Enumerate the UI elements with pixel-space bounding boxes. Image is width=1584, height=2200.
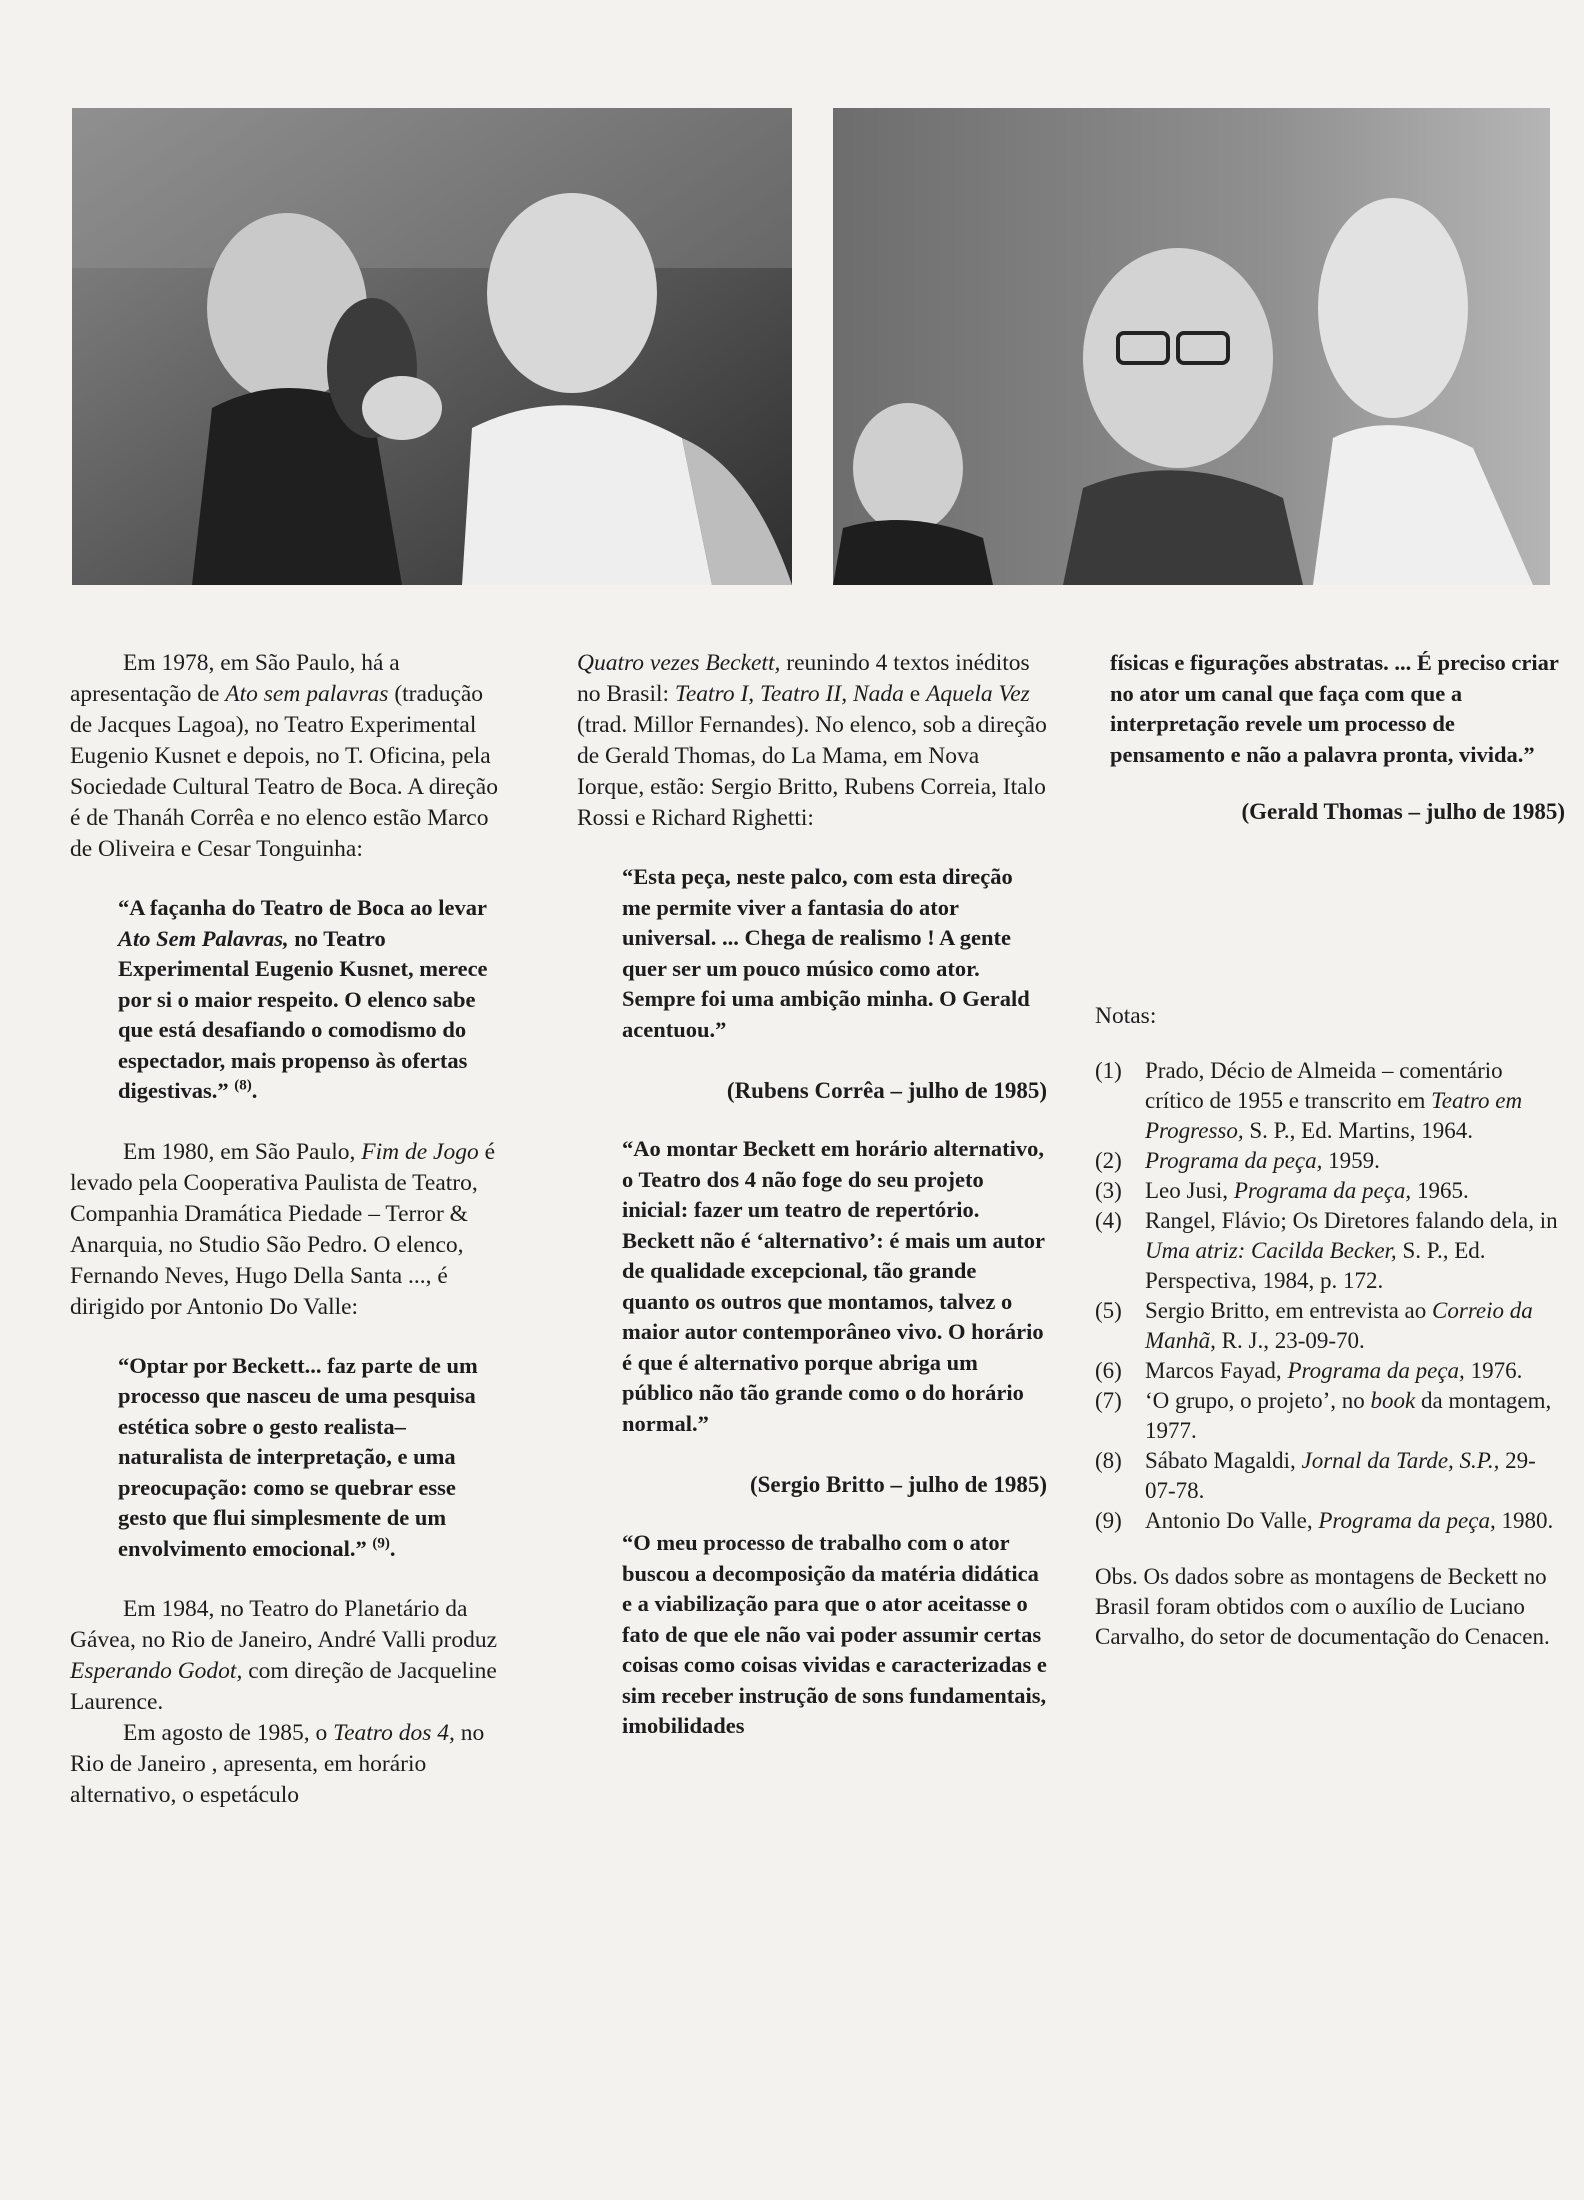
note-number: (3) bbox=[1095, 1178, 1122, 1203]
note-number: (9) bbox=[1095, 1508, 1122, 1533]
text: Sábato Magaldi, bbox=[1145, 1448, 1302, 1473]
quote-sergio-britto: “Ao montar Beckett em horário alternativo, o Teatro dos 4 não foge do seu projeto inicial: fazer um teatro de repertório. Beckett não é ‘alternativo’: é mais um autor de qualidade excepcional, tão grande quanto os outros que montamos, talvez o maior autor contemporâneo vivo. O horário é que é alternativo porque abriga um público não tão grande como o do horário normal.” bbox=[622, 1136, 1045, 1436]
attribution-rubens-correa: (Rubens Corrêa – julho de 1985) bbox=[726, 1078, 1047, 1103]
title-italic: book bbox=[1370, 1388, 1416, 1413]
title-italic: Programa da peça, bbox=[1145, 1148, 1323, 1173]
text: 1980. bbox=[1495, 1508, 1554, 1533]
text: Antonio Do Valle, bbox=[1145, 1508, 1319, 1533]
text: “Optar por Beckett... faz parte de um processo que nasceu de uma pesquisa estética sobre o gesto realista–naturalista de interpretação, e uma preocupação: como se quebrar esse gesto que flui simplesmente de um envolvimento emocional.” bbox=[118, 1352, 478, 1561]
text: 1959. bbox=[1322, 1148, 1380, 1173]
note-number: (1) bbox=[1095, 1058, 1122, 1083]
title-italic: Teatro dos 4, bbox=[333, 1720, 455, 1746]
text: “A façanha do Teatro de Boca ao levar bbox=[118, 895, 487, 920]
note-item bbox=[1095, 1506, 1565, 1536]
note-number: (6) bbox=[1095, 1358, 1122, 1383]
text: . bbox=[389, 1535, 396, 1561]
title-italic: Aquela Vez bbox=[926, 681, 1030, 707]
title-italic: Quatro vezes Beckett, bbox=[577, 650, 781, 676]
column-1 bbox=[70, 648, 510, 1811]
text: R. J., 23-09-70. bbox=[1215, 1328, 1365, 1353]
title-italic: Ato sem palavras bbox=[225, 681, 389, 707]
text: da montagem, 1977. bbox=[1145, 1388, 1552, 1443]
paragraph-1978 bbox=[70, 648, 510, 865]
note-item bbox=[1095, 1206, 1565, 1296]
paragraph-1985 bbox=[70, 1718, 510, 1811]
text: (trad. Millor Fernandes). No elenco, sob a direção de Gerald Thomas, do La Mama, em Nova Iorque, estão: Sergio Britto, Rubens Correia, Italo Rossi e Richard Righetti: bbox=[577, 712, 1047, 831]
quote-do-valle bbox=[118, 1351, 510, 1565]
text: e bbox=[903, 681, 927, 707]
text: (tradução de Jacques Lagoa), no Teatro Experimental Eugenio Kusnet e depois, no T. Oficina, pela Sociedade Cultural Teatro de Boca. A direção é de Thanáh Corrêa e no elenco estão Marco de Oliveira e Cesar Tonguinha: bbox=[70, 681, 498, 862]
title-italic: Esperando Godot, bbox=[70, 1658, 243, 1684]
notes-list bbox=[1095, 1056, 1565, 1536]
quote-teatro-de-boca bbox=[118, 893, 510, 1107]
title-italic: Programa da peça, bbox=[1287, 1358, 1465, 1383]
note-number: (4) bbox=[1095, 1208, 1122, 1233]
text: Sergio Britto, em entrevista ao bbox=[1145, 1298, 1433, 1323]
paragraph-quatro-vezes bbox=[577, 648, 1047, 834]
text: 1976. bbox=[1464, 1358, 1523, 1383]
note-item bbox=[1095, 1146, 1565, 1176]
title-italic: Fim de Jogo bbox=[361, 1138, 479, 1165]
title-italic: Jornal da Tarde, S.P., bbox=[1301, 1448, 1500, 1473]
note-item bbox=[1095, 1296, 1565, 1356]
notes-heading: Notas: bbox=[1095, 1003, 1157, 1029]
note-number: (8) bbox=[1095, 1448, 1122, 1473]
text: Rangel, Flávio; Os Diretores falando dela, in bbox=[1145, 1208, 1558, 1233]
text: no Rio de Janeiro , apresenta, em horário alternativo, o espetáculo bbox=[70, 1720, 485, 1808]
title-italic: Ato Sem Palavras, bbox=[118, 925, 289, 951]
note-item bbox=[1095, 1356, 1565, 1386]
title-italic: Programa da peça, bbox=[1233, 1178, 1412, 1203]
text: no Teatro Experimental Eugenio Kusnet, merece por si o maior respeito. O elenco sabe que está desafiando o comodismo do espectador, mais propenso às ofertas digestivas.” bbox=[118, 925, 488, 1103]
photo-left-image bbox=[72, 108, 792, 585]
note-number: (2) bbox=[1095, 1148, 1122, 1173]
text: S. P., Ed. Martins, 1964. bbox=[1243, 1118, 1473, 1143]
observation-note: Obs. Os dados sobre as montagens de Beckett no Brasil foram obtidos com o auxílio de Luciano Carvalho, do setor de documentação do Cenacen. bbox=[1095, 1564, 1550, 1649]
paragraph-1980 bbox=[70, 1137, 510, 1323]
note-number: (7) bbox=[1095, 1388, 1122, 1413]
footnote-ref: (8) bbox=[234, 1077, 252, 1094]
photo-right bbox=[833, 108, 1550, 585]
title-italic: Uma atriz: Cacilda Becker, bbox=[1145, 1238, 1397, 1263]
quote-gerald-thomas-end: físicas e figurações abstratas. ... É preciso criar no ator um canal que faça com que a interpretação revele um processo de pensamento e não a palavra pronta, vivida.” bbox=[1110, 650, 1559, 767]
text: Leo Jusi, bbox=[1145, 1178, 1234, 1203]
text: é levado pela Cooperativa Paulista de Teatro, Companhia Dramática Piedade – Terror & Anarquia, no Studio São Pedro. O elenco, Fernando Neves, Hugo Della Santa ..., é dirigido por Antonio Do Valle: bbox=[70, 1138, 496, 1320]
column-3 bbox=[1095, 648, 1565, 1652]
photo-right-image bbox=[833, 108, 1550, 585]
note-item bbox=[1095, 1386, 1565, 1446]
text: Marcos Fayad, bbox=[1145, 1358, 1288, 1383]
text: Em 1980, em São Paulo, bbox=[123, 1138, 362, 1165]
text: com direção de Jacqueline Laurence. bbox=[70, 1658, 497, 1715]
paragraph-1984 bbox=[70, 1594, 510, 1718]
text: S. P., Ed. Perspectiva, 1984, p. 172. bbox=[1145, 1238, 1486, 1293]
title-italic: Teatro I, Teatro II, Nada bbox=[674, 681, 904, 707]
title-italic: Correio da Manhã, bbox=[1145, 1298, 1533, 1353]
text: ‘O grupo, o projeto’, no bbox=[1145, 1388, 1371, 1413]
quote-gerald-thomas-start: “O meu processo de trabalho com o ator buscou a decomposição da matéria didática e a viabilização para que o ator aceitasse o fato de que ele não vai poder assumir certas coisas como coisas vividas e caracterizadas e sim receber instrução de sons fundamentais, imobilidades bbox=[622, 1530, 1047, 1738]
text: reunindo 4 textos inéditos no Brasil: bbox=[577, 650, 1030, 707]
text: Em 1984, no Teatro do Planetário da Gávea, no Rio de Janeiro, André Valli produz bbox=[70, 1596, 498, 1653]
note-item bbox=[1095, 1446, 1565, 1506]
quote-rubens-correa: “Esta peça, neste palco, com esta direção me permite viver a fantasia do ator universal. ... Chega de realismo ! A gente quer ser um pouco músico como ator. Sempre foi uma ambição minha. O Gerald acentuou.” bbox=[622, 864, 1030, 1042]
attribution-gerald-thomas: (Gerald Thomas – julho de 1985) bbox=[1241, 799, 1565, 824]
text: Em 1978, em São Paulo, há a apresentação de bbox=[70, 650, 400, 707]
text: Prado, Décio de Almeida – comentário crítico de 1955 e transcrito em bbox=[1145, 1058, 1503, 1113]
note-item bbox=[1095, 1176, 1565, 1206]
text: 29-07-78. bbox=[1145, 1448, 1536, 1503]
photo-left bbox=[72, 108, 792, 585]
note-number: (5) bbox=[1095, 1298, 1122, 1323]
title-italic: Programa da peça, bbox=[1318, 1508, 1496, 1533]
text: 1965. bbox=[1411, 1178, 1469, 1203]
text: . bbox=[251, 1078, 258, 1103]
title-italic: Teatro em Progresso, bbox=[1145, 1088, 1523, 1143]
note-item bbox=[1095, 1056, 1565, 1146]
attribution-sergio-britto: (Sergio Britto – julho de 1985) bbox=[749, 1472, 1047, 1497]
column-2 bbox=[577, 648, 1047, 1742]
footnote-ref: (9) bbox=[372, 1535, 390, 1551]
text: Em agosto de 1985, o bbox=[123, 1720, 334, 1746]
